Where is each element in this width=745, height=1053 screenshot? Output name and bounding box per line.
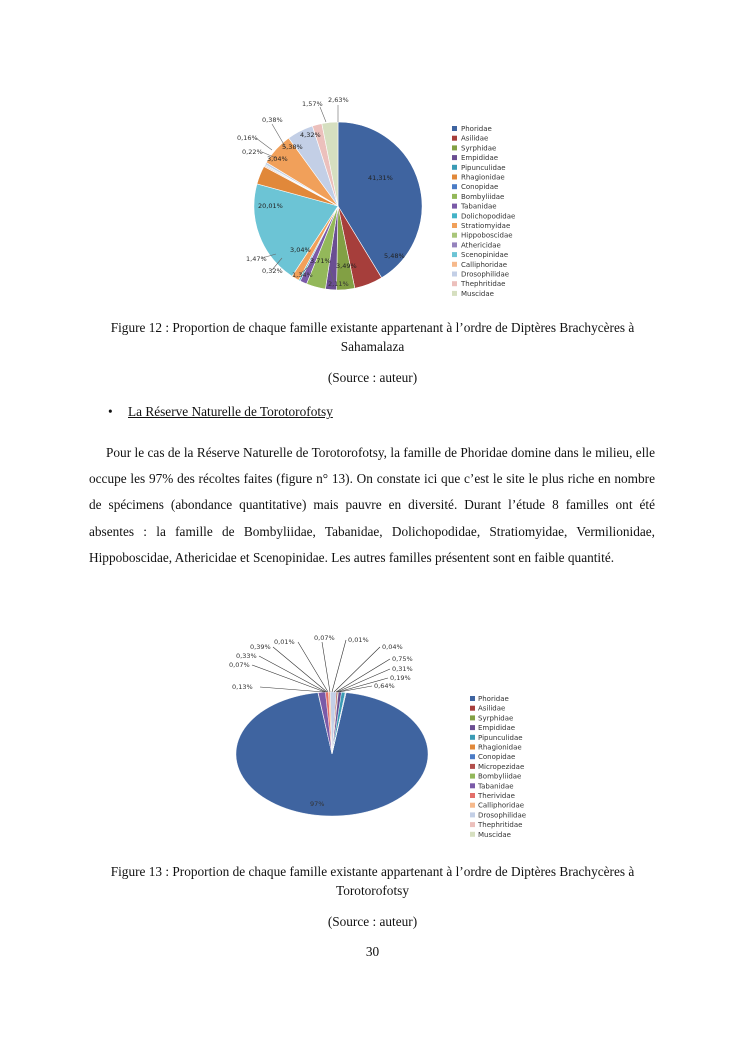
- legend-label-rhagionidae: Rhagionidae: [461, 173, 505, 182]
- data-label: 5,48%: [384, 252, 405, 260]
- legend-label-thephritidae: Thephritidae: [478, 821, 523, 830]
- legend-label-scenopinidae: Scenopinidae: [461, 251, 509, 260]
- legend-swatch: [452, 184, 457, 189]
- legend-swatch: [470, 696, 475, 701]
- data-label: 1,47%: [246, 255, 267, 263]
- legend-swatch: [470, 725, 475, 730]
- legend-label-tabanidae: Tabanidae: [478, 782, 514, 791]
- legend-label-stratiomyidae: Stratiomyidae: [461, 222, 511, 230]
- data-label: 0,07%: [229, 661, 250, 669]
- data-label: 3,04%: [290, 246, 311, 254]
- legend-label-calliphoridae: Calliphoridae: [478, 801, 525, 810]
- legend-swatch: [470, 764, 475, 769]
- legend-swatch: [470, 822, 475, 827]
- legend-label-asilidae: Asilidae: [461, 134, 489, 143]
- legend-label-muscidae: Muscidae: [461, 289, 494, 298]
- data-label: 0,64%: [374, 682, 395, 690]
- legend-label-asilidae: Asilidae: [478, 704, 506, 713]
- legend-label-rhagionidae: Rhagionidae: [478, 743, 522, 752]
- data-label: 0,01%: [274, 638, 295, 646]
- data-label: 0,07%: [314, 634, 335, 642]
- legend-label-pipunculidae: Pipunculidae: [461, 163, 506, 172]
- legend-swatch: [470, 783, 475, 788]
- legend-swatch: [470, 745, 475, 750]
- data-label: 0,39%: [250, 643, 271, 651]
- data-label: 0,31%: [392, 665, 413, 673]
- legend-swatch: [452, 242, 457, 247]
- legend-swatch: [452, 136, 457, 141]
- legend-swatch: [470, 706, 475, 711]
- legend-swatch: [452, 145, 457, 150]
- pie-chart-sahamalaza: [0, 86, 745, 308]
- figure-12-source: (Source : auteur): [327, 370, 418, 385]
- legend-swatch: [452, 223, 457, 228]
- data-label: 5,38%: [282, 143, 303, 151]
- data-label: 0,22%: [242, 148, 263, 156]
- data-label: 3,49%: [336, 262, 357, 270]
- body-paragraph: Pour le cas de la Réserve Naturelle de Torotorofotsy, la famille de Phoridae domine dans le milieu, elle occupe les 97% des récoltes faites (figure n° 13). On constate ici que c’est le site le plus riche en nombre de spécimens (abondance quantitative) mais pauvre en diversité. Durant l’étude 8 familles ont été absentes : la famille de Bombyliidae, Tabanidae, Dolichopodidae, Stratiomyidae, Vermilionidae, Hippoboscidae, Athericidae et Scenopinidae. Les autres familles présentent sont en faible quantité.: [89, 445, 655, 565]
- legend-label-phoridae: Phoridae: [461, 125, 492, 133]
- legend-label-empididae: Empididae: [461, 154, 499, 163]
- page-number: 30: [365, 944, 380, 959]
- legend-label-bombyliidae: Bombyliidae: [461, 192, 505, 201]
- bullet-symbol: •: [108, 404, 113, 419]
- data-label: 0,04%: [382, 643, 403, 651]
- legend-swatch: [470, 735, 475, 740]
- legend-swatch: [452, 175, 457, 180]
- legend-label-athericidae: Athericidae: [461, 241, 501, 250]
- legend-label-syrphidae: Syrphidae: [461, 144, 497, 153]
- leader-line: [332, 640, 346, 692]
- section-bullet: [108, 404, 333, 420]
- figure-13: [0, 630, 745, 840]
- legend-swatch: [452, 233, 457, 238]
- legend-label-therividae: Therividae: [478, 792, 515, 800]
- legend-label-micropezidae: Micropezidae: [478, 762, 525, 771]
- data-label: 3,04%: [267, 155, 288, 163]
- figure-13-source: (Source : auteur): [327, 914, 418, 929]
- legend-swatch: [452, 291, 457, 296]
- legend-swatch: [452, 126, 457, 131]
- legend-label-muscidae: Muscidae: [478, 830, 511, 839]
- legend-swatch: [452, 252, 457, 257]
- legend-swatch: [470, 715, 475, 720]
- data-label: 41,31%: [368, 174, 393, 182]
- legend-swatch: [452, 194, 457, 199]
- leader-line: [259, 656, 326, 692]
- legend-swatch: [470, 774, 475, 779]
- legend-label-conopidae: Conopidae: [478, 753, 516, 762]
- legend-label-syrphidae: Syrphidae: [478, 714, 514, 723]
- data-label: 0,32%: [262, 267, 283, 275]
- legend-swatch: [452, 165, 457, 170]
- data-label: 4,32%: [300, 131, 321, 139]
- leader-line: [260, 687, 324, 692]
- legend-swatch: [470, 793, 475, 798]
- data-label: 20,01%: [258, 202, 283, 210]
- legend-label-tabanidae: Tabanidae: [461, 202, 497, 211]
- legend-label-bombyliidae: Bombyliidae: [478, 772, 522, 781]
- data-label: 2,63%: [328, 96, 349, 104]
- legend-label-dolichopodidae: Dolichopodidae: [461, 212, 516, 221]
- legend-label-hippoboscidae: Hippoboscidae: [461, 231, 513, 240]
- legend-label-drosophilidae: Drosophilidae: [478, 811, 527, 820]
- data-label: 1,57%: [302, 100, 323, 108]
- data-label: 0,01%: [348, 636, 369, 644]
- figure-13-caption: Figure 13 : Proportion de chaque famille existante appartenant à l’ordre de Diptères Brachycères à Torotorofotsy: [110, 864, 635, 898]
- legend-swatch: [452, 213, 457, 218]
- legend-label-phoridae: Phoridae: [478, 695, 509, 703]
- data-label: 0,38%: [262, 116, 283, 124]
- data-label: 0,33%: [236, 652, 257, 660]
- pie-chart-torotorofotsy: [0, 630, 745, 840]
- bullet-text: La Réserve Naturelle de Torotorofotsy: [128, 404, 333, 419]
- legend-label-pipunculidae: Pipunculidae: [478, 733, 523, 742]
- legend-swatch: [470, 832, 475, 837]
- figure-12: [0, 86, 745, 308]
- data-label: 0,16%: [237, 134, 258, 142]
- leader-line: [273, 647, 327, 692]
- data-label: 0,19%: [390, 674, 411, 682]
- data-label: 0,75%: [392, 655, 413, 663]
- legend-label-conopidae: Conopidae: [461, 183, 499, 192]
- data-label: 3,71%: [310, 257, 331, 265]
- legend-swatch: [470, 754, 475, 759]
- legend-label-drosophilidae: Drosophilidae: [461, 270, 510, 279]
- data-label: 0,13%: [232, 683, 253, 691]
- data-label: 1,34%: [292, 271, 313, 279]
- legend-label-thephritidae: Thephritidae: [461, 280, 506, 289]
- figure-12-caption: Figure 12 : Proportion de chaque famille existante appartenant à l’ordre de Diptères Brachycères à Sahamalaza: [110, 320, 635, 354]
- legend-swatch: [452, 155, 457, 160]
- data-label: 2,11%: [328, 280, 349, 288]
- legend-swatch: [470, 812, 475, 817]
- legend-swatch: [452, 281, 457, 286]
- legend-label-calliphoridae: Calliphoridae: [461, 260, 508, 269]
- legend-swatch: [452, 204, 457, 209]
- data-label: 97%: [310, 800, 325, 808]
- legend-swatch: [470, 803, 475, 808]
- legend-label-empididae: Empididae: [478, 724, 516, 733]
- legend-swatch: [452, 262, 457, 267]
- legend-swatch: [452, 272, 457, 277]
